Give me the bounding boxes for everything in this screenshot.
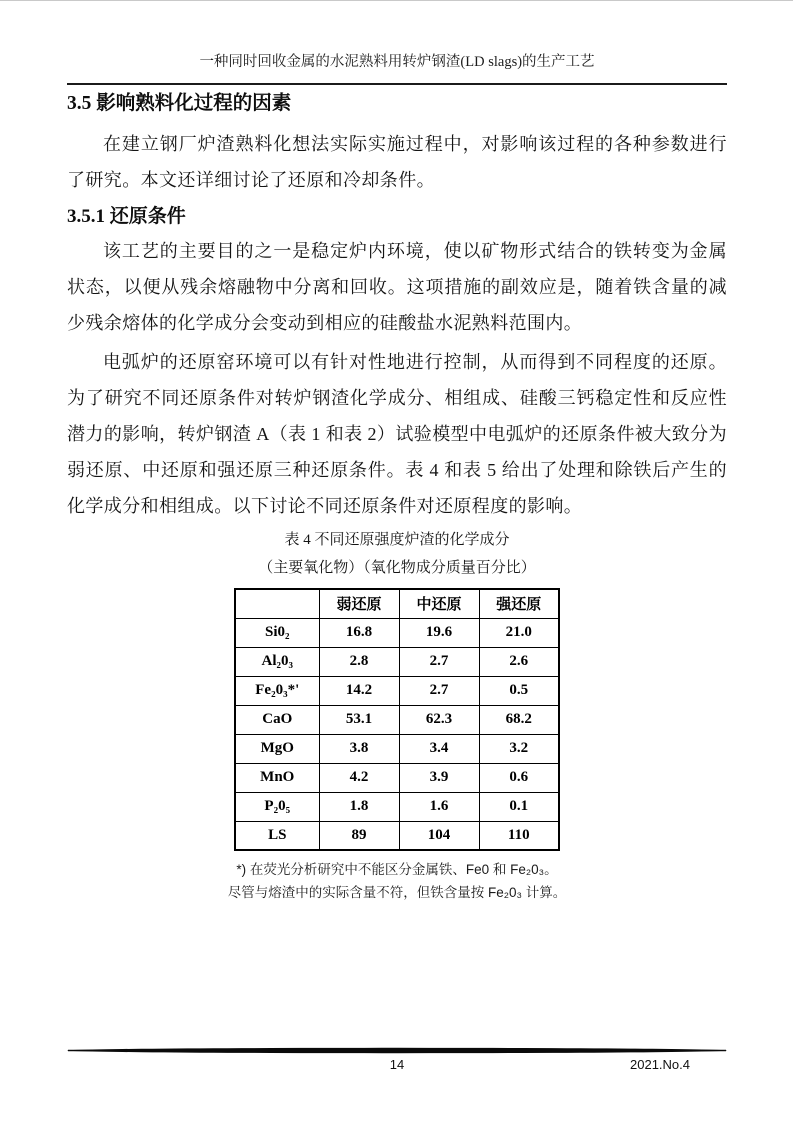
- table-row: [235, 618, 559, 647]
- table-cell: 68.2: [479, 705, 559, 734]
- footer-row: [66, 1055, 728, 1075]
- table-caption: [67, 526, 727, 582]
- table-cell: 1.8: [319, 792, 399, 821]
- table-cell: 19.6: [399, 618, 479, 647]
- table-row: [235, 792, 559, 821]
- row-label: MnO: [235, 763, 319, 792]
- table-cell: 0.5: [479, 676, 559, 705]
- table-cell: 2.7: [399, 676, 479, 705]
- issue-number: 2021.No.4: [630, 1057, 690, 1072]
- row-label: CaO: [235, 705, 319, 734]
- table-cell: 16.8: [319, 618, 399, 647]
- table-cell: 0.1: [479, 792, 559, 821]
- table-row: [235, 821, 559, 850]
- table-row: [235, 705, 559, 734]
- subsection-heading-3-5-1: 3.5.1 还原条件: [67, 206, 186, 227]
- table-cell: 14.2: [319, 676, 399, 705]
- table-cell: 4.2: [319, 763, 399, 792]
- row-label: LS: [235, 821, 319, 850]
- row-label: Fe₂0₃*': [235, 676, 319, 705]
- table-column-header: 强还原: [479, 589, 559, 618]
- table-cell: 21.0: [479, 618, 559, 647]
- table-column-header: 中还原: [399, 589, 479, 618]
- table-footnote: [67, 858, 727, 904]
- table-caption-title: 表 4 不同还原强度炉渣的化学成分: [284, 532, 510, 548]
- table-cell: 3.2: [479, 734, 559, 763]
- page-top-border: [0, 0, 793, 1]
- table-cell: 3.4: [399, 734, 479, 763]
- table-cell: 3.9: [399, 763, 479, 792]
- table-cell: 3.8: [319, 734, 399, 763]
- paragraph-reduction-conditions: 电弧炉的还原窑环境可以有针对性地进行控制，从而得到不同程度的还原。为了研究不同还原条件对转炉钢渣化学成分、相组成、硅酸三钙稳定性和反应性潜力的影响，转炉钢渣 A（表 1 和表 2）试验模型中电弧炉的还原条件被大致分为弱还原、中还原和强还原三种还原条件。表 4 和表 5 给出了处理和除铁后产生的化学成分和相组成。以下讨论不同还原条件对还原程度的影响。: [67, 352, 727, 516]
- table-header-row: [235, 589, 559, 618]
- table-cell: 104: [399, 821, 479, 850]
- header-rule: [67, 83, 727, 85]
- footnote-line-1: *) 在荧光分析研究中不能区分金属铁、Fe0 和 Fe₂0₃。: [236, 862, 558, 877]
- table-row: [235, 647, 559, 676]
- table-cell: 110: [479, 821, 559, 850]
- table-cell: 89: [319, 821, 399, 850]
- table-cell: 2.6: [479, 647, 559, 676]
- table-cell: 53.1: [319, 705, 399, 734]
- table-caption-subtitle: （主要氧化物）（氧化物成分质量百分比）: [258, 560, 536, 576]
- row-label: Al₂0₃: [235, 647, 319, 676]
- row-label: P₂0₅: [235, 792, 319, 821]
- row-label: MgO: [235, 734, 319, 763]
- table-cell: 2.7: [399, 647, 479, 676]
- table-cell: 2.8: [319, 647, 399, 676]
- row-label: Si0₂: [235, 618, 319, 647]
- slag-composition-table: [234, 588, 560, 851]
- table-cell: 1.6: [399, 792, 479, 821]
- table-column-header: 弱还原: [319, 589, 399, 618]
- running-header-title: 一种同时回收金属的水泥熟料用转炉钢渣(LD slags)的生产工艺: [199, 54, 595, 70]
- table-row: [235, 734, 559, 763]
- page-footer: [66, 1047, 728, 1075]
- footer-rule: [66, 1047, 728, 1054]
- table-cell: 62.3: [399, 705, 479, 734]
- table-cell: 0.6: [479, 763, 559, 792]
- section-heading-3-5: 3.5 影响熟料化过程的因素: [67, 93, 292, 114]
- paragraph-reduction-purpose: 该工艺的主要目的之一是稳定炉内环境，使以矿物形式结合的铁转变为金属状态，以便从残余熔融物中分离和回收。这项措施的副效应是，随着铁含量的减少残余熔体的化学成分会变动到相应的硅酸盐水泥熟料范围内。: [67, 241, 727, 333]
- table-row: [235, 676, 559, 705]
- page-number: 14: [389, 1057, 405, 1072]
- paragraph-intro: 在建立钢厂炉渣熟料化想法实际实施过程中，对影响该过程的各种参数进行了研究。本文还详细讨论了还原和冷却条件。: [67, 134, 727, 190]
- table-corner-cell: [235, 589, 319, 618]
- footnote-line-2: 尽管与熔渣中的实际含量不符，但铁含量按 Fe₂0₃ 计算。: [227, 885, 567, 900]
- table-row: [235, 763, 559, 792]
